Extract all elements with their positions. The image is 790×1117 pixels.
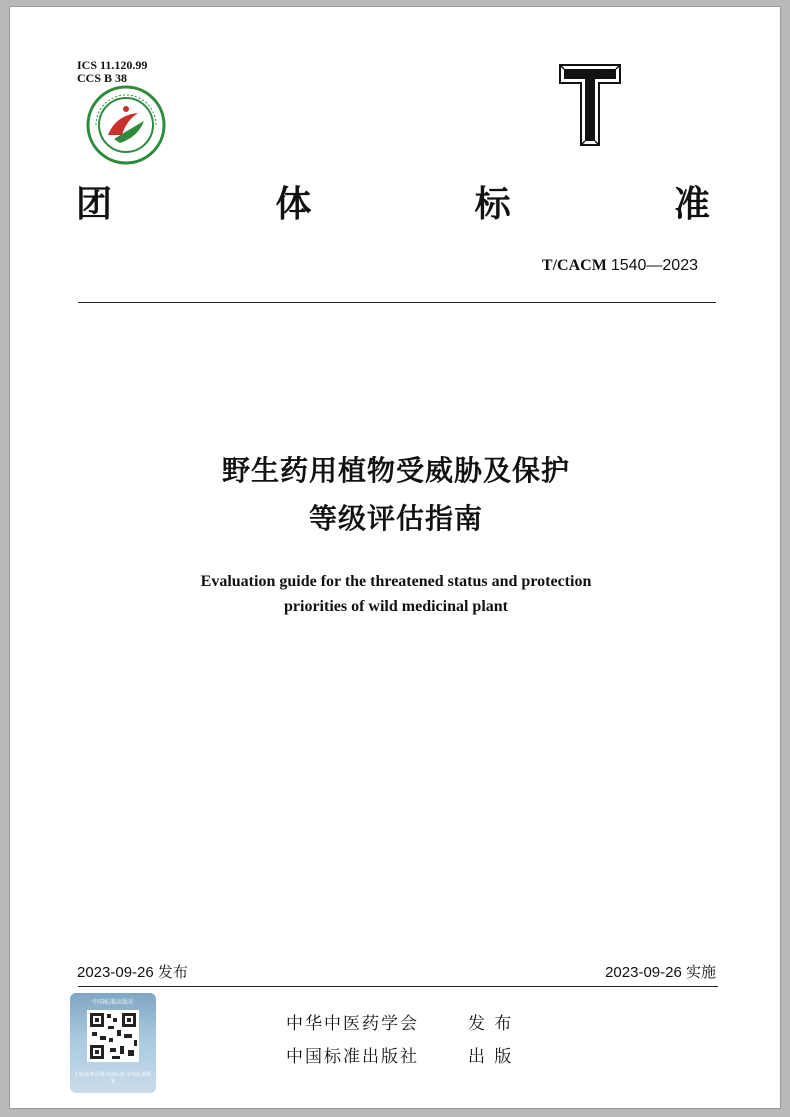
publisher-name-2: 中国标准出版社 (286, 1047, 419, 1067)
stamp-top-text: 中国标准出版社 (91, 999, 134, 1006)
standard-code-number: 1540—2023 (610, 257, 698, 274)
english-title-line2: priorities of wild medicinal plant (284, 598, 508, 615)
standard-type-char: 标 (474, 184, 511, 225)
chinese-title-line1: 野生药用植物受威胁及保护 (221, 454, 570, 487)
anti-counterfeit-stamp (70, 993, 156, 1093)
ccs-code: CCS B 38 (77, 71, 128, 85)
standard-type-char: 团 (76, 184, 113, 225)
standard-type-char: 体 (275, 184, 312, 225)
implement-date-value: 2023-09-26 (605, 964, 682, 981)
english-title-line1: Evaluation guide for the threatened status and protection (200, 573, 592, 590)
publisher-role-1: 发 布 (468, 1014, 514, 1034)
implement-date (605, 961, 716, 982)
standard-code-prefix: T/CACM (541, 257, 607, 274)
chinese-title-line2: 等级评估指南 (308, 502, 483, 535)
publisher-role-2: 出 版 (468, 1047, 514, 1067)
issue-date-label: 发布 (157, 963, 188, 981)
implement-date-label: 实施 (685, 963, 716, 981)
standard-code (542, 257, 698, 275)
category-letter-t (558, 61, 622, 147)
standard-type-char: 准 (673, 184, 710, 225)
ics-code: ICS 11.120.99 (77, 58, 148, 72)
qr-code-icon (70, 1006, 156, 1068)
issue-date (77, 961, 188, 982)
footer-divider (78, 986, 718, 987)
stamp-bottom-text: 扫码免费注册中国标准 享受标准服务 (74, 1072, 152, 1085)
classification-codes (77, 59, 147, 85)
standard-cover-page (9, 6, 781, 1109)
publisher-name-1: 中华中医药学会 (286, 1014, 419, 1034)
standard-type-heading (76, 183, 710, 227)
association-logo (86, 85, 166, 165)
header-divider (78, 302, 716, 303)
issue-date-value: 2023-09-26 (77, 964, 154, 981)
